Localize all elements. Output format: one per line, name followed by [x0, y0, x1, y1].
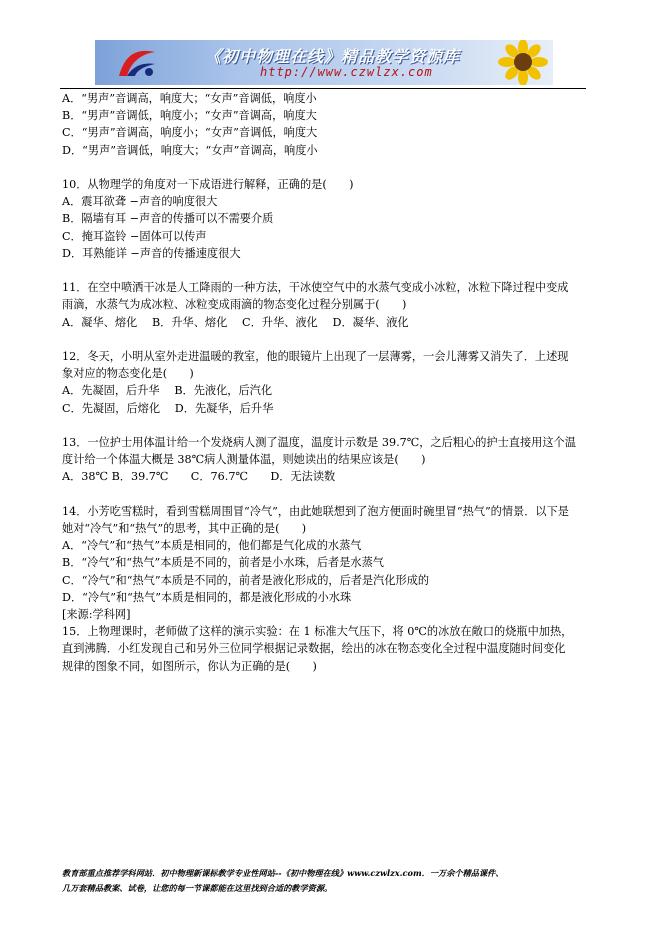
question-content — [62, 90, 602, 675]
footer-line: 几万套精品教案、试卷，让您的每一节课都能在这里找到合适的教学资源。 — [62, 883, 333, 893]
option-a: A．“冷气”和“热气”本质是相同的，他们都是气化成的水蒸气 — [62, 539, 362, 553]
question-stem: 象对应的物态变化是( ) — [62, 367, 194, 381]
option-c: C．“冷气”和“热气”本质是不同的，前者是液化形成的，后者是汽化形成的 — [62, 573, 430, 587]
header-title: 《初中物理在线》精品教学资源库 — [205, 47, 461, 66]
site-logo-icon — [115, 46, 159, 80]
options: A．38℃ B．39.7℃ C．76.7℃ D．无法读数 — [62, 470, 336, 484]
question-stem: 度计给一个体温大概是 38℃病人测量体温，则她读出的结果应该是( ) — [62, 453, 426, 467]
question-stem: 13．一位护士用体温计给一个发烧病人测了温度，温度计示数是 39.7℃，之后粗心的护士直接用这个温 — [62, 436, 576, 449]
question-stem: 15．上物理课时，老师做了这样的演示实验：在 1 标准大气压下，将 0℃的冰放在敞口的烧瓶中加热， — [62, 625, 573, 639]
question-stem: 直到沸腾．小红发现自己和另外三位同学根据记录数据，绘出的冰在物态变化全过程中温度随时间变化 — [62, 642, 566, 656]
question-stem: 雨滴，水蒸气为成冰粒、冰粒变成雨滴的物态变化过程分别属于( ) — [62, 298, 407, 312]
header-url: http://www.czwlzx.com — [260, 65, 433, 79]
question-12 — [62, 348, 602, 417]
question-stem: 10．从物理学的角度对一下成语进行解释，正确的是( ) — [62, 178, 354, 191]
footer-line: 教育部重点推荐学科网站．初中物理新课标教学专业性网站--《初中物理在线》www.czwlzx.com．一万余个精品课件、 — [62, 868, 504, 878]
question-stem: 规律的图象不同，如图所示，你认为正确的是( ) — [62, 659, 317, 673]
option-b: B．“男声”音调低，响度小；“女声”音调高，响度大 — [62, 109, 317, 123]
option-a: A．“男声”音调高，响度大；“女声”音调低，响度小 — [62, 92, 317, 105]
question-11 — [62, 279, 602, 331]
options: A．凝华、熔化 B．升华、熔化 C．升华、液化 D．凝华、液化 — [62, 315, 409, 329]
sunflower-icon — [493, 40, 553, 85]
question-9 — [62, 90, 602, 159]
question-stem: 她对“冷气”和“热气”的思考，其中正确的是( ) — [62, 522, 307, 535]
question-stem: 14．小芳吃雪糕时，看到雪糕周围冒“冷气”，由此她联想到了泡方便面时碗里冒“热气”的情景．以下是 — [62, 504, 569, 518]
options: A．先凝固，后升华 B．先液化，后汽化 — [62, 384, 273, 398]
option-a: A．震耳欲聋 −声音的响度很大 — [62, 195, 218, 209]
option-c: C．“男声”音调高，响度小；“女声”音调低，响度大 — [62, 126, 318, 140]
question-14 — [62, 503, 602, 623]
question-15 — [62, 623, 602, 675]
option-d: D．“冷气”和“热气”本质是相同的，都是液化形成的小水珠 — [62, 590, 352, 604]
page-footer — [62, 866, 602, 896]
question-13 — [62, 434, 602, 486]
question-stem: 11．在空中喷洒干冰是人工降雨的一种方法，干冰使空气中的水蒸气变成小冰粒，冰粒下降过程中变成 — [62, 281, 569, 295]
source-note: [来源:学科网] — [62, 608, 131, 622]
option-c: C．掩耳盗铃 −固体可以传声 — [62, 229, 207, 243]
header-rule — [60, 88, 586, 89]
question-10 — [62, 176, 602, 262]
option-d: D．“男声”音调低，响度大；“女声”音调高，响度小 — [62, 143, 318, 157]
option-b: B．隔墙有耳 −声音的传播可以不需要介质 — [62, 212, 274, 226]
options: C．先凝固，后熔化 D．先凝华，后升华 — [62, 401, 274, 415]
header-banner — [95, 40, 553, 85]
question-stem: 12．冬天，小明从室外走进温暖的教室，他的眼镜片上出现了一层薄雾，一会儿薄雾又消失了．上述现 — [62, 350, 569, 363]
option-b: B．“冷气”和“热气”本质是不同的，前者是小水珠，后者是水蒸气 — [62, 556, 384, 570]
option-d: D．耳熟能详 −声音的传播速度很大 — [62, 246, 241, 260]
